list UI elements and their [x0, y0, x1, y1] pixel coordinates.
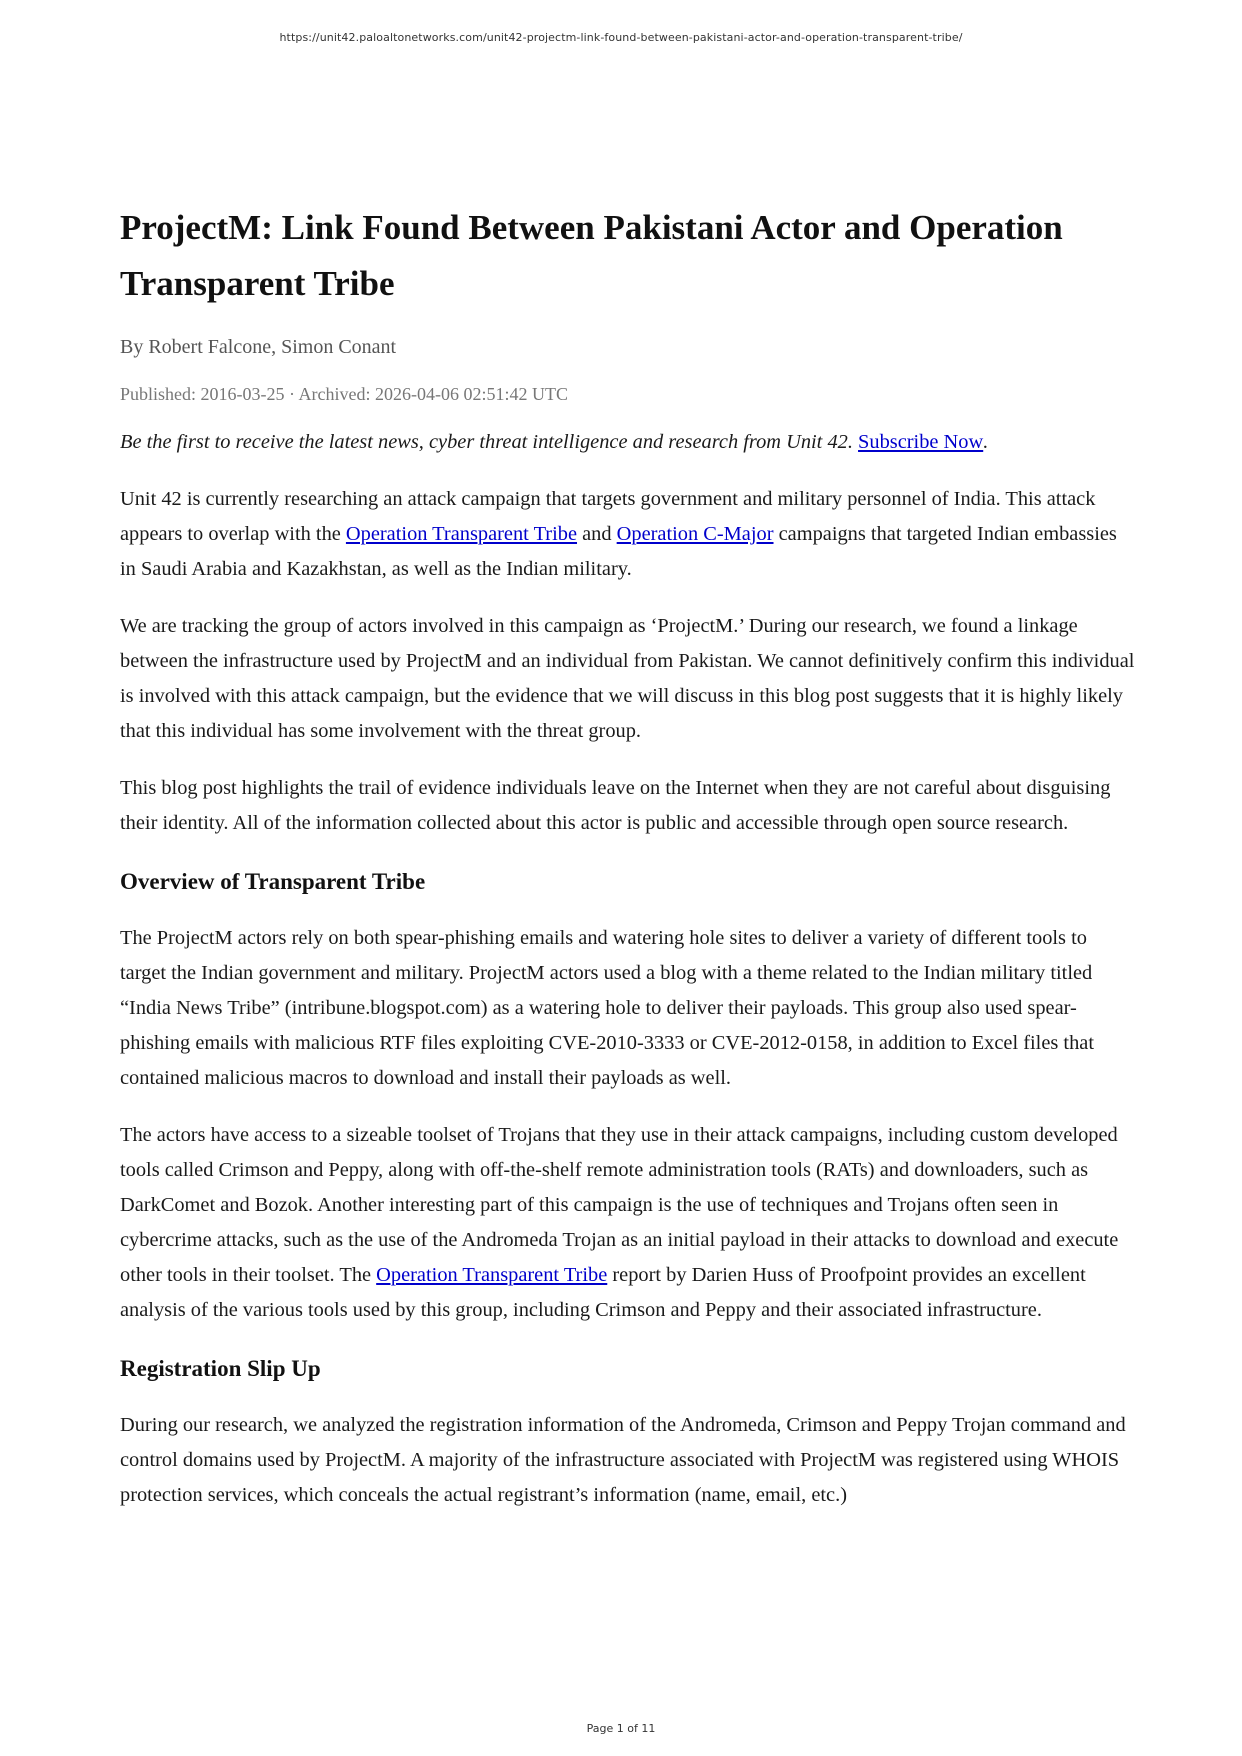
- operation-transparent-tribe-report-link[interactable]: Operation Transparent Tribe: [376, 1264, 608, 1286]
- subscribe-period: .: [983, 431, 989, 453]
- byline: By Robert Falcone, Simon Conant: [120, 336, 397, 358]
- subscribe-callout: [120, 425, 1135, 460]
- publish-meta: Published: 2016-03-25 · Archived: 2026-04-06 02:51:42 UTC: [120, 384, 568, 404]
- paragraph-tracking: We are tracking the group of actors involved in this campaign as ‘ProjectM.’ During our research, we found a linkage between the infrastructure used by ProjectM and an individual from Pakistan. We cannot definitively confirm this individual is involved with this attack campaign, but the evidence that we will discuss in this blog post suggests that it is highly likely that this individual has some involvement with the threat group.: [120, 615, 1135, 742]
- paragraph-toolset-text-a: The actors have access to a sizeable toolset of Trojans that they use in their attack campaigns, including custom developed tools called Crimson and Peppy, along with off-the-shelf remote administration tools (RATs) and downloaders, such as DarkComet and Bozok. Another interesting part of this campaign is the use of techniques and Trojans often seen in cybercrime attacks, such as the use of the Andromeda Trojan as an initial payload in their attacks to download and execute other tools in their toolset. The: [120, 1124, 1119, 1286]
- article-title: ProjectM: Link Found Between Pakistani Actor and Operation Transparent Tribe: [120, 208, 1063, 303]
- subscribe-text: Be the first to receive the latest news, cyber threat intelligence and research from Unit 42.: [120, 431, 853, 453]
- subscribe-now-link[interactable]: Subscribe Now: [858, 431, 984, 453]
- page-number: Page 1 of 11: [586, 1722, 656, 1735]
- paragraph-intro-text-b: and: [577, 523, 617, 545]
- paragraph-overview: The ProjectM actors rely on both spear-phishing emails and watering hole sites to deliver a variety of different tools to target the Indian government and military. ProjectM actors used a blog with a theme related to the Indian military titled “India News Tribe” (intribune.blogspot.com) as a watering hole to deliver their payloads. This group also used spear-phishing emails with malicious RTF files exploiting CVE-2010-3333 or CVE-2012-0158, in addition to Excel files that contained malicious macros to download and install their payloads as well.: [120, 927, 1095, 1089]
- paragraph-toolset: [120, 1118, 1135, 1328]
- paragraph-intro-text-c: campaigns that targeted Indian embassies in Saudi Arabia and Kazakhstan, as well as the Indian military.: [120, 523, 1117, 580]
- operation-transparent-tribe-link[interactable]: Operation Transparent Tribe: [345, 523, 578, 545]
- heading-registration: Registration Slip Up: [120, 1356, 321, 1381]
- paragraph-registration: During our research, we analyzed the registration information of the Andromeda, Crimson and Peppy Trojan command and control domains used by ProjectM. A majority of the infrastructure associated with ProjectM was registered using WHOIS protection services, which conceals the actual registrant’s information (name, email, etc.): [120, 1414, 1126, 1506]
- operation-c-major-link[interactable]: Operation C-Major: [616, 523, 774, 545]
- heading-overview: Overview of Transparent Tribe: [120, 869, 426, 894]
- source-url: https://unit42.paloaltonetworks.com/unit42-projectm-link-found-between-pakistani-actor-and-operation-transparent-tribe/: [279, 31, 963, 44]
- paragraph-toolset-text-b: report by Darien Huss of Proofpoint provides an excellent analysis of the various tools used by this group, including Crimson and Peppy and their associated infrastructure.: [120, 1264, 1086, 1321]
- paragraph-evidence-trail: This blog post highlights the trail of evidence individuals leave on the Internet when they are not careful about disguising their identity. All of the information collected about this actor is public and accessible through open source research.: [120, 777, 1111, 834]
- article: [120, 200, 1135, 1513]
- paragraph-intro: [120, 482, 1135, 587]
- paragraph-intro-text-a: Unit 42 is currently researching an attack campaign that targets government and military personnel of India. This attack appears to overlap with the: [120, 488, 1096, 545]
